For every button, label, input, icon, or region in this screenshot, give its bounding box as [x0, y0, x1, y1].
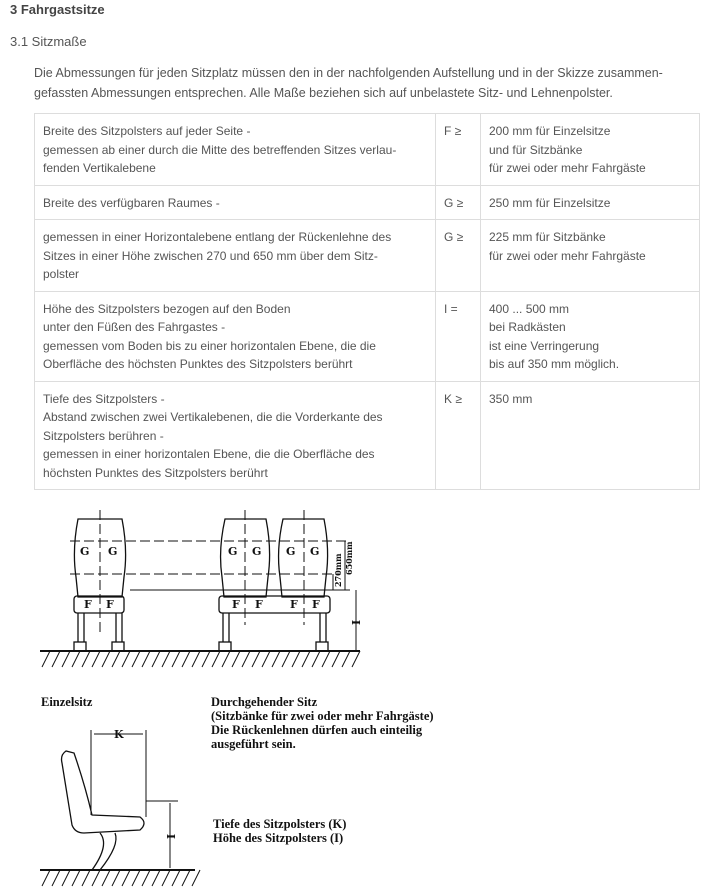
cell-line: 200 mm für Einzelsitze	[489, 124, 611, 138]
description-cell	[35, 185, 436, 220]
floor-hatch	[172, 870, 180, 886]
cell-line: für zwei oder mehr Fahrgäste	[489, 248, 646, 263]
value-cell	[481, 381, 700, 490]
table-row	[35, 220, 700, 292]
caption-line: (Sitzbänke für zwei oder mehr Fahrgäste)	[211, 709, 434, 723]
floor-hatch	[352, 651, 360, 667]
description-cell	[35, 220, 436, 292]
floor-hatch	[322, 651, 330, 667]
cell-line: 400 ... 500 mm	[489, 301, 570, 316]
floor-hatch	[52, 651, 60, 667]
label-g: G	[108, 545, 118, 558]
cell-line: Sitzpolsters berühren -	[43, 428, 164, 443]
floor-hatch	[332, 651, 340, 667]
table-row	[35, 114, 700, 186]
cell-line: Sitzes in einer Höhe zwischen 270 und 650 mm über dem Sitz-	[43, 248, 378, 263]
cell-line: unter den Füßen des Fahrgastes -	[43, 320, 226, 334]
caption-bench	[211, 695, 486, 751]
cell-line: Abstand zwischen zwei Vertikalebenen, die die Vorderkante des	[43, 410, 383, 424]
cell-line: bis auf 350 mm möglich.	[489, 357, 620, 371]
label-g: G	[252, 545, 262, 558]
floor-hatch	[172, 651, 180, 667]
floor-hatch	[192, 651, 200, 667]
label-k: K	[114, 728, 124, 741]
cell-line: gemessen in einer Horizontalebene entlang der Rückenlehne des	[43, 230, 392, 244]
symbol-cell: F ≥	[436, 114, 481, 186]
table-row	[35, 381, 700, 490]
floor-hatch	[82, 651, 90, 667]
cell-line: für zwei oder mehr Fahrgäste	[489, 161, 646, 175]
floor-hatch	[142, 651, 150, 667]
floor-hatch	[212, 651, 220, 667]
floor-hatch	[162, 651, 170, 667]
label-270mm: 270mm	[333, 553, 343, 587]
floor-hatch	[182, 870, 190, 886]
floor-hatch	[292, 651, 300, 667]
floor-hatch	[102, 651, 110, 667]
intro-paragraph: Die Abmessungen für jeden Sitzplatz müssen den in der nachfolgenden Aufstellung und in der Skizze zusammen-gefassten Abmessungen entsprechen. Alle Maße beziehen sich auf unbelastete Sitz- und Lehnenpolster.	[34, 66, 663, 100]
floor-hatch	[82, 870, 90, 886]
floor-hatch	[52, 870, 60, 886]
floor-hatch	[132, 870, 140, 886]
floor-hatch	[202, 651, 210, 667]
label-f: F	[84, 598, 92, 611]
label-i: I	[350, 619, 363, 625]
cell-line: Oberfläche des höchsten Punktes des Sitzpolsters berührt	[43, 357, 353, 371]
legend-line: Tiefe des Sitzpolsters (K)	[213, 817, 347, 831]
floor-hatch	[112, 870, 120, 886]
cell-line: 225 mm für Sitzbänke	[489, 230, 606, 244]
symbol-cell: G ≥	[436, 220, 481, 292]
label-f: F	[255, 598, 263, 611]
floor-hatch	[122, 870, 130, 886]
floor-hatch	[152, 651, 160, 667]
floor-hatch	[142, 870, 150, 886]
label-650mm: 650mm	[344, 541, 354, 575]
label-g: G	[310, 545, 320, 558]
floor-hatch	[112, 651, 120, 667]
cell-line: gemessen in einer horizontalen Ebene, die die Oberfläche des	[43, 447, 375, 461]
value-cell	[481, 185, 700, 220]
value-cell	[481, 220, 700, 292]
cell-line: Höhe des Sitzpolsters bezogen auf den Boden	[43, 301, 291, 316]
cell-line: 350 mm	[489, 391, 533, 406]
cell-line: 250 mm für Einzelsitze	[489, 195, 611, 210]
floor-hatch	[192, 870, 200, 886]
caption-line: Die Rückenlehnen dürfen auch einteilig	[211, 723, 423, 737]
description-cell	[35, 114, 436, 186]
cell-line: gemessen ab einer durch die Mitte des betreffenden Sitzes verlau-	[43, 142, 397, 157]
label-i: I	[165, 833, 178, 839]
symbol-cell: G ≥	[436, 185, 481, 220]
section-heading: 3 Fahrgastsitze	[10, 2, 105, 17]
floor-hatch	[62, 870, 70, 886]
caption-line: ausgeführt sein.	[211, 737, 296, 751]
table-row	[35, 291, 700, 381]
description-cell	[35, 291, 436, 381]
floor-hatch	[102, 870, 110, 886]
symbol-cell: I =	[436, 291, 481, 381]
cell-line: fenden Vertikalebene	[43, 161, 156, 175]
floor-hatch	[162, 870, 170, 886]
caption-single-seat: Einzelsitz	[41, 695, 93, 709]
cell-line: polster	[43, 267, 80, 281]
symbol-cell: K ≥	[436, 381, 481, 490]
cell-line: höchsten Punktes des Sitzpolsters berührt	[43, 465, 268, 480]
label-f: F	[106, 598, 114, 611]
cell-line: Tiefe des Sitzpolsters -	[43, 391, 165, 406]
label-f: F	[290, 598, 298, 611]
floor-hatch	[42, 651, 50, 667]
cell-line: ist eine Verringerung	[489, 338, 600, 353]
floor-hatch	[122, 651, 130, 667]
floor-hatch	[272, 651, 280, 667]
description-cell	[35, 381, 436, 490]
cell-line: bei Radkästen	[489, 320, 566, 334]
floor-hatch	[42, 870, 50, 886]
floor-hatch	[312, 651, 320, 667]
cell-line: Breite des Sitzpolsters auf jeder Seite -	[43, 124, 251, 138]
floor-hatch	[152, 870, 160, 886]
label-g: G	[228, 545, 238, 558]
table-row	[35, 185, 700, 220]
floor-hatch	[132, 651, 140, 667]
dimensions-table	[34, 113, 700, 490]
subsection-heading: 3.1 Sitzmaße	[10, 34, 87, 49]
floor-hatch	[72, 870, 80, 886]
label-f: F	[312, 598, 320, 611]
legend	[213, 817, 346, 845]
floor-hatch	[92, 870, 100, 886]
legend-line: Höhe des Sitzpolsters (I)	[213, 831, 344, 845]
floor-hatch	[232, 651, 240, 667]
floor-hatch	[222, 651, 230, 667]
label-g: G	[286, 545, 296, 558]
floor-hatch	[342, 651, 350, 667]
floor-hatch	[262, 651, 270, 667]
cell-line: Breite des verfügbaren Raumes -	[43, 195, 220, 210]
value-cell	[481, 114, 700, 186]
floor-hatch	[182, 651, 190, 667]
label-g: G	[80, 545, 90, 558]
floor-hatch	[72, 651, 80, 667]
caption-line: Durchgehender Sitz	[211, 695, 318, 709]
label-f: F	[232, 598, 240, 611]
floor-hatch	[282, 651, 290, 667]
floor-hatch	[242, 651, 250, 667]
floor-hatch	[252, 651, 260, 667]
cell-line: und für Sitzbänke	[489, 142, 583, 157]
floor-hatch	[92, 651, 100, 667]
value-cell	[481, 291, 700, 381]
floor-hatch	[62, 651, 70, 667]
cell-line: gemessen vom Boden bis zu einer horizontalen Ebene, die die	[43, 338, 376, 353]
floor-hatch	[302, 651, 310, 667]
